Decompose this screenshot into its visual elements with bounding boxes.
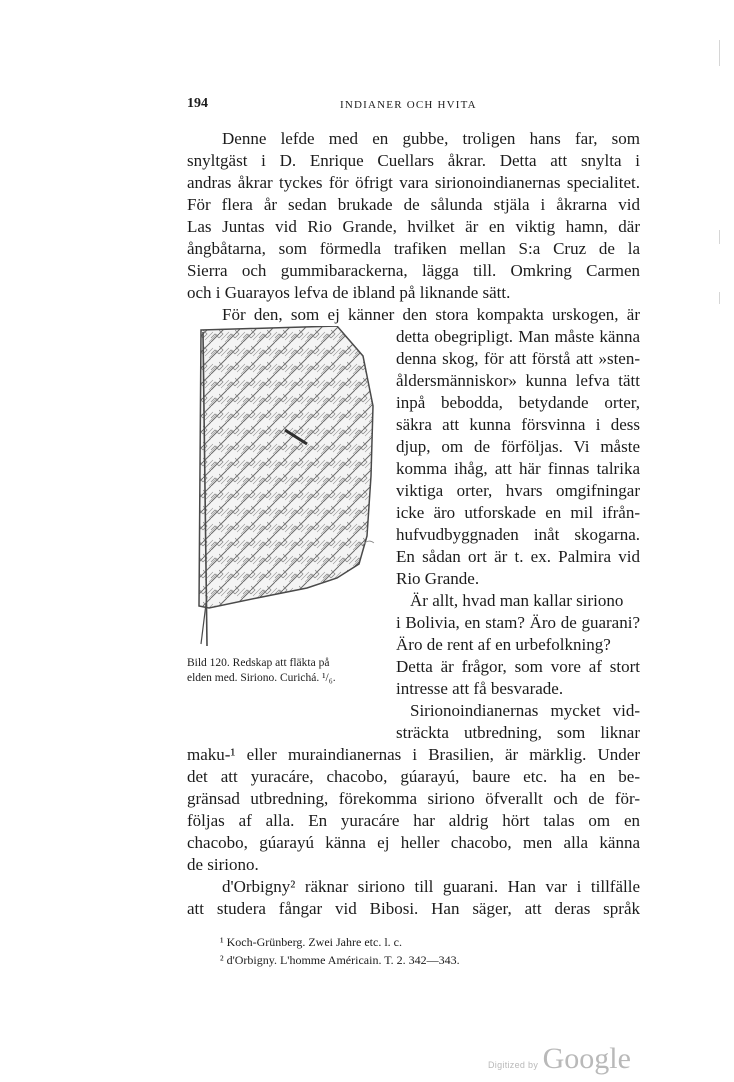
text-line: gränsad utbredning, förekomma siriono öfverallt och de för- <box>187 789 640 808</box>
text-line: Är allt, hvad man kallar siriono <box>410 591 624 610</box>
text-line: djup, om de förföljas. Vi måste <box>396 437 640 456</box>
text-line: icke äro utforskade en mil ifrån- <box>396 503 640 522</box>
text-line: denna skog, för att förstå att »sten- <box>396 349 640 368</box>
text-line: För flera år sedan brukade de sålunda stjäla i åkrarna vid <box>187 195 640 214</box>
text-line: säkra att kunna försvinna i dess <box>396 415 640 434</box>
text-line: chacobo, gúarayú känna ej heller chacobo, men alla känna <box>187 833 640 852</box>
text-line: åldersmänniskor» kunna lefva tätt <box>396 371 640 390</box>
text-line: hufvudbyggnaden inåt skogarna. <box>396 525 640 544</box>
running-title: INDIANER OCH HVITA <box>340 99 477 111</box>
text-line: detta obegripligt. Man måste känna <box>396 327 640 346</box>
text-line: och i Guarayos lefva de ibland på liknande sätt. <box>187 283 511 302</box>
text-line: En sådan ort är t. ex. Palmira vid <box>396 547 640 566</box>
google-logo: Google <box>542 1042 631 1075</box>
footnote: ¹ Koch-Grünberg. Zwei Jahre etc. l. c. <box>220 935 402 949</box>
text-line: Sierra och gummibarackerna, lägga till. Omkring Carmen <box>187 261 640 280</box>
text-line: maku-¹ eller muraindianernas i Brasilien, är märklig. Under <box>187 745 640 764</box>
text-line: andras åkrar tyckes för öfrigt vara sirionoindianernas specialitet. <box>187 173 640 192</box>
page-number: 194 <box>187 96 208 111</box>
text-line: att studera fångar vid Bibosi. Han säger, att deras språk <box>187 899 640 918</box>
text-line: Äro de rent af en urbefolkning? <box>396 635 611 654</box>
text-line: ångbåtarna, som förmedla trafiken mellan S:a Cruz de la <box>187 239 640 258</box>
text-line: komma ihåg, att här finnas talrika <box>396 459 640 478</box>
text-line: sträckta utbredning, som liknar <box>396 723 640 742</box>
caption-line: Bild 120. Redskap att fläkta på <box>187 657 330 669</box>
text-line: Rio Grande. <box>396 569 480 588</box>
figure-caption <box>187 656 387 686</box>
woven-fan-illustration <box>187 326 383 648</box>
text-line: följas af alla. En yuracáre har aldrig hört talas om en <box>187 811 640 830</box>
digitized-watermark <box>488 1042 631 1076</box>
text-line: viktiga orter, hvars omgifningar <box>396 481 640 500</box>
scan-edge-mark <box>719 292 720 304</box>
text-line: Denne lefde med en gubbe, troligen hans far, som <box>222 129 640 148</box>
text-line: i Bolivia, en stam? Äro de guarani? <box>396 613 640 632</box>
text-line: Las Juntas vid Rio Grande, hvilket är en viktig hamn, där <box>187 217 640 236</box>
text-line: inpå bebodda, betydande orter, <box>396 393 640 412</box>
scan-edge-mark <box>719 40 720 66</box>
caption-line: elden med. Siriono. Curichá. ¹/₆. <box>187 672 336 684</box>
scan-edge-mark <box>719 230 720 244</box>
text-line: det att yuracáre, chacobo, gúarayú, baure etc. ha en be- <box>187 767 640 786</box>
text-line: de siriono. <box>187 855 259 874</box>
text-line: d'Orbigny² räknar siriono till guarani. Han var i tillfälle <box>222 877 640 896</box>
text-line: Sirionoindianernas mycket vid- <box>410 701 640 720</box>
footnote: ² d'Orbigny. L'homme Américain. T. 2. 342—343. <box>220 953 460 967</box>
watermark-prefix: Digitized by <box>488 1060 539 1070</box>
text-line: snyltgäst i D. Enrique Cuellars åkrar. Detta att snylta i <box>187 151 640 170</box>
text-line: intresse att få besvarade. <box>396 679 564 698</box>
text-line: Detta är frågor, som vore af stort <box>396 657 640 676</box>
text-line: För den, som ej känner den stora kompakta urskogen, är <box>222 305 640 324</box>
